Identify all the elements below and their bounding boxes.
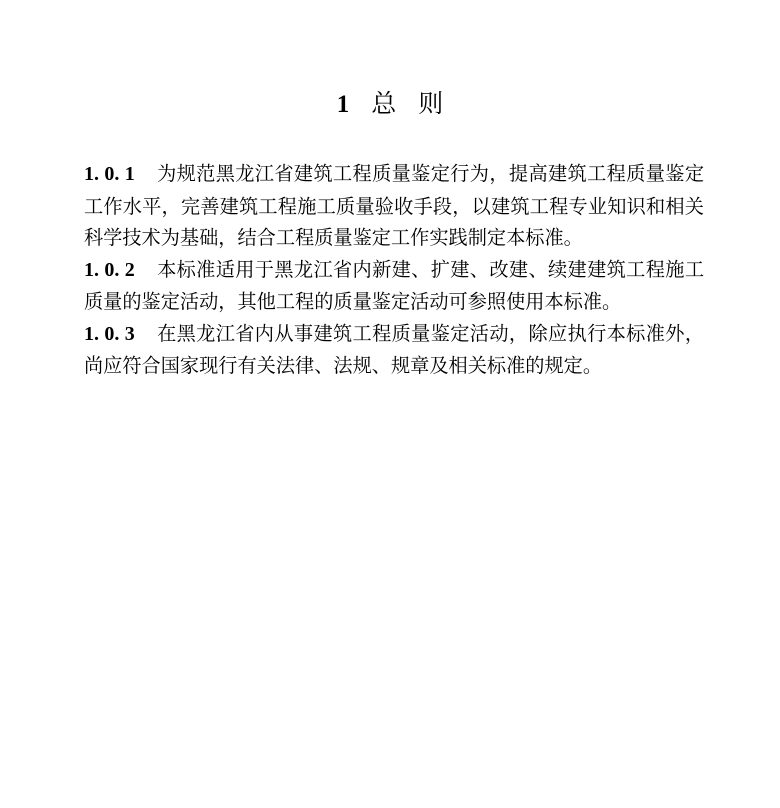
- clause-text: 在黑龙江省内从事建筑工程质量鉴定活动，除应执行本标准外，尚应符合国家现行有关法律、法规、规章及相关标准的规定。: [84, 321, 705, 377]
- chapter-body: [84, 158, 704, 382]
- clause-number: 1. 0. 2: [84, 258, 135, 281]
- clause-number: 1. 0. 3: [84, 322, 135, 345]
- clause-1-0-3: [84, 318, 704, 382]
- clause-text: 本标准适用于黑龙江省内新建、扩建、改建、续建建筑工程施工质量的鉴定活动，其他工程的质量鉴定活动可参照使用本标准。: [84, 257, 705, 313]
- chapter-number: 1: [336, 91, 350, 118]
- clause-1-0-1: [84, 158, 704, 254]
- chapter-name: 总则: [371, 89, 466, 118]
- clause-number: 1. 0. 1: [84, 163, 135, 185]
- chapter-title: [0, 84, 780, 125]
- clause-1-0-2: [84, 254, 704, 318]
- clause-text: 为规范黑龙江省建筑工程质量鉴定行为，提高建筑工程质量鉴定工作水平，完善建筑工程施工质量验收手段，以建筑工程专业知识和相关科学技术为基础，结合工程质量鉴定工作实践制定本标准。: [84, 162, 705, 249]
